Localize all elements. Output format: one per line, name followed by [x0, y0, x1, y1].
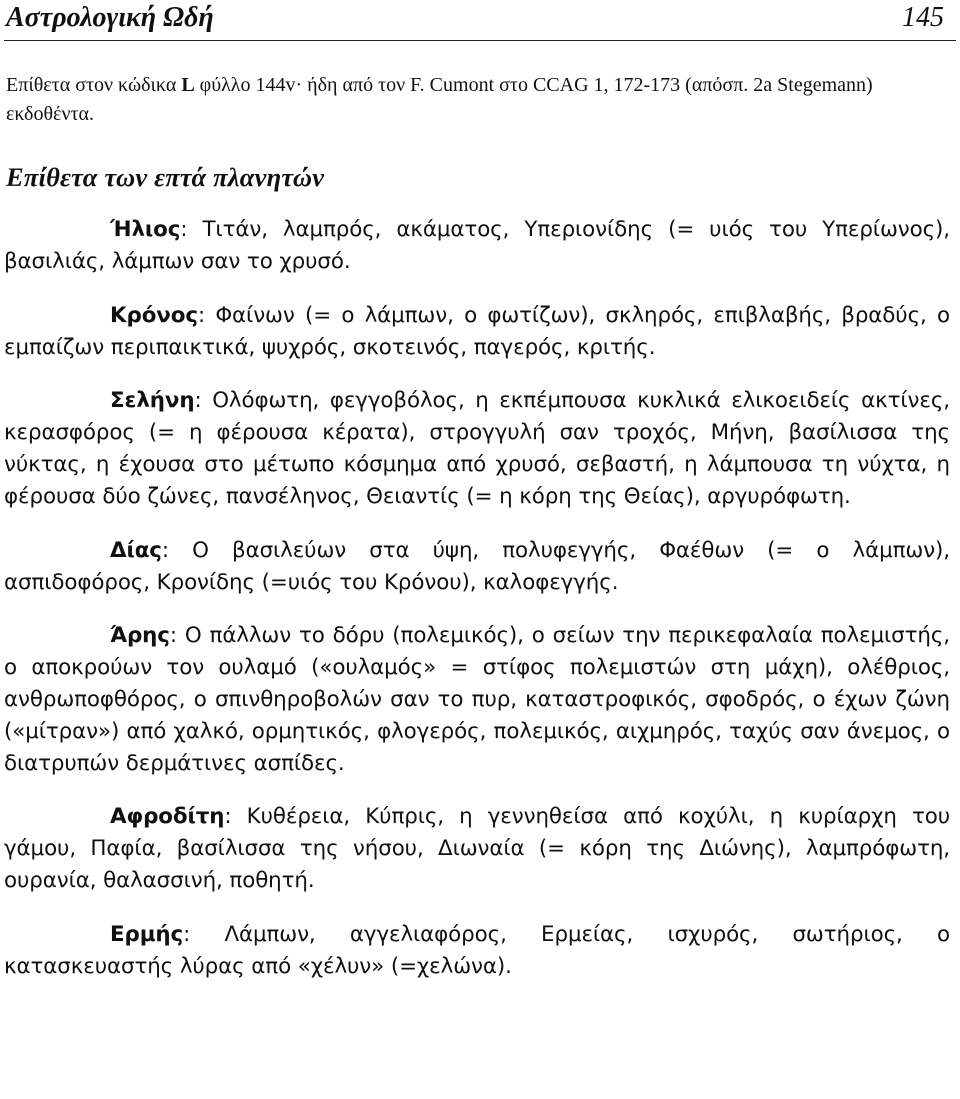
planet-name: Ερμής	[110, 921, 184, 947]
planet-epithets: : Ολόφωτη, φεγγοβόλος, η εκπέμπουσα κυκλικά ελικοειδείς ακτίνες, κερασφόρος (= η φέρουσα κέρατα), στρογγυλή σαν τροχός, Μήνη, βασίλισσα της νύκτας, η έχουσα στο μέτωπο κόσμημα από χρυσό, σεβαστή, η λάμπουσα τη νύχτα, η φέρουσα δύο ζώνες, πανσέληνος, Θειαντίς (= η κόρη της Θείας), αργυρόφωτη.	[4, 388, 950, 510]
page-number: 145	[902, 2, 944, 33]
planet-name: Σελήνη	[110, 388, 195, 414]
codex-siglum: L	[181, 74, 195, 96]
planet-epithets: : Τιτάν, λαμπρός, ακάματος, Υπεριονίδης (= υιός του Υπερίωνος), βασιλιάς, λάμπων σαν το χρυσό.	[4, 217, 950, 275]
source-note-text: Επίθετα στον κώδικα	[6, 74, 182, 96]
planet-entry-kronos	[4, 300, 956, 364]
planet-name: Άρης	[110, 622, 170, 648]
planet-entry-selene	[4, 385, 956, 513]
planet-name: Ήλιος	[110, 217, 181, 243]
planet-epithets-list	[4, 214, 956, 982]
planet-epithets: : Ο πάλλων το δόρυ (πολεμικός), ο σείων την περικεφαλαία πολεμιστής, ο αποκρούων τον ουλαμό («ουλαμός» = στίφος πολεμιστών στη μάχη), ολέθριος, ανθρωποφθόρος, ο σπινθηροβολών σαν το πυρ, καταστροφικός, σφοδρός, ο έχων ζώνη («μίτραν») από χαλκό, ορμητικός, φλογερός, πολεμικός, αιχμηρός, ταχύς σαν άνεμος, ο διατρυπών δερμάτινες ασπίδες.	[4, 622, 950, 776]
planet-entry-aris	[4, 620, 956, 780]
planet-name: Αφροδίτη	[110, 804, 225, 830]
planet-entry-helios	[4, 214, 956, 278]
section-heading: Επίθετα των επτά πλανητών	[6, 162, 325, 192]
planet-epithets: : Κυθέρεια, Κύπρις, η γεννηθείσα από κοχύλι, η κυρίαρχη του γάμου, Παφία, βασίλισσα της νήσου, Διωναία (= κόρη της Διώνης), λαμπρόφωτη, ουρανία, θαλασσινή, ποθητή.	[4, 804, 950, 894]
planet-entry-dias	[4, 535, 956, 599]
running-title: Αστρολογική Ωδή	[6, 2, 214, 33]
planet-name: Δίας	[110, 537, 162, 563]
source-note	[4, 71, 956, 129]
planet-entry-afroditi	[4, 801, 956, 897]
planet-epithets: : Φαίνων (= ο λάμπων, ο φωτίζων), σκληρός, επιβλαβής, βραδύς, ο εμπαίζων περιπαικτικά, ψυχρός, σκοτεινός, παγερός, κριτής.	[4, 302, 950, 360]
source-note-text-rest: φύλλο 144v· ήδη από τον F. Cumont στο CCAG 1, 172-173 (απόσπ. 2a Stegemann) εκδοθέντα.	[6, 74, 873, 125]
planet-epithets: : Λάμπων, αγγελιαφόρος, Ερμείας, ισχυρός, σωτήριος, ο κατασκευαστής λύρας από «χέλυν» (=χελώνα).	[4, 921, 950, 979]
planet-name: Κρόνος	[110, 302, 198, 328]
planet-entry-ermis	[4, 919, 956, 983]
planet-epithets: : Ο βασιλεύων στα ύψη, πολυφεγγής, Φαέθων (= ο λάμπων), ασπιδοφόρος, Κρονίδης (=υιός του Κρόνου), καλοφεγγής.	[4, 537, 950, 595]
running-header	[4, 0, 956, 41]
